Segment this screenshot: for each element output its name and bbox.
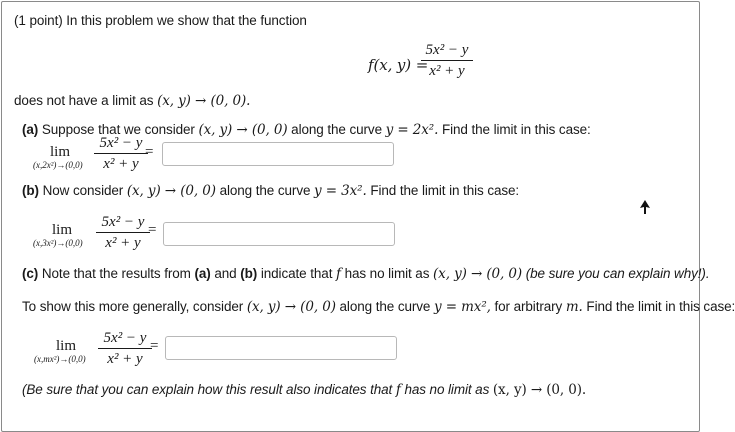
part-c-label: (c) xyxy=(22,266,39,281)
part-b-denominator: x² + y xyxy=(105,235,141,251)
part-b-text3: Find the limit in this case: xyxy=(370,183,520,198)
part-c-general xyxy=(22,299,735,315)
part-c-general3: for arbitrary xyxy=(494,299,563,314)
part-c-ref-a: (a) xyxy=(194,266,211,281)
part-a-label: (a) xyxy=(22,122,39,137)
footer-text1: (Be sure that you can explain how this result also indicates that xyxy=(22,382,393,397)
part-b-label: (b) xyxy=(22,183,39,198)
part-b-numerator: 5x² − y xyxy=(101,214,145,230)
part-c-general4: Find the limit in this case: xyxy=(586,299,735,314)
intro-approach: (x, y) → (0, 0). xyxy=(157,93,251,109)
function-denominator: x² + y xyxy=(429,63,465,79)
intro-line xyxy=(14,93,250,109)
part-c-f: f xyxy=(336,266,341,282)
footer-f: f xyxy=(395,382,401,398)
part-b-fraction xyxy=(96,213,150,252)
footer-note xyxy=(22,382,586,398)
part-c-fraction xyxy=(98,329,152,368)
part-c-numerator: 5x² − y xyxy=(103,330,147,346)
part-a-text1: Suppose that we consider xyxy=(41,122,195,137)
mouse-cursor-icon xyxy=(639,200,651,214)
part-b-text2: along the curve xyxy=(219,183,311,198)
part-c-answer-input[interactable] xyxy=(165,336,397,360)
part-c-general-approach: (x, y) → (0, 0) xyxy=(246,299,336,315)
part-c-text1: Note that the results from xyxy=(41,266,191,281)
part-c-ref-b: (b) xyxy=(240,266,258,281)
part-b-prompt xyxy=(22,183,519,199)
part-c-lim-sub: (x,mx²)→(0,0) xyxy=(34,354,86,364)
part-a-denominator: x² + y xyxy=(103,156,139,172)
function-numerator: 5x² − y xyxy=(425,42,469,58)
function-lhs: f(x, y) = xyxy=(368,56,429,74)
part-a-approach: (x, y) → (0, 0) xyxy=(198,122,288,138)
part-c-prompt xyxy=(22,266,709,282)
part-c-curve: y = mx², xyxy=(433,299,491,315)
part-c-m: m. xyxy=(565,299,583,315)
part-b-lim: lim xyxy=(52,222,73,238)
footer-approach: (x, y) → (0, 0). xyxy=(492,382,587,398)
part-a-text3: Find the limit in this case: xyxy=(441,122,591,137)
part-a-text2: along the curve xyxy=(291,122,382,137)
part-a-lim-sub: (x,2x²)→(0,0) xyxy=(33,160,83,170)
problem-header: (1 point) In this problem we show that the function xyxy=(14,13,307,28)
part-c-note: (be sure you can explain why!). xyxy=(525,266,710,281)
part-b-equals: = xyxy=(148,222,157,238)
part-c-equals: = xyxy=(150,338,159,354)
part-a-equals: = xyxy=(145,144,154,160)
part-a-curve: y = 2x². xyxy=(385,122,439,138)
footer-text2: has no limit as xyxy=(404,382,490,397)
part-c-text2: indicate that xyxy=(260,266,333,281)
part-c-and: and xyxy=(214,266,237,281)
part-c-general1: To show this more generally, consider xyxy=(22,299,244,314)
part-b-approach: (x, y) → (0, 0) xyxy=(126,183,216,199)
function-fraction xyxy=(421,41,473,80)
part-c-general2: along the curve xyxy=(339,299,431,314)
part-c-text3: has no limit as xyxy=(344,266,430,281)
part-a-answer-input[interactable] xyxy=(162,142,394,166)
part-a-lim: lim xyxy=(50,144,71,160)
part-b-text1: Now consider xyxy=(42,183,124,198)
part-b-answer-input[interactable] xyxy=(163,222,395,246)
part-c-lim: lim xyxy=(56,338,77,354)
part-b-curve: y = 3x². xyxy=(314,183,367,199)
part-a-fraction xyxy=(94,134,148,173)
intro-text: does not have a limit as xyxy=(14,93,154,108)
part-c-approach: (x, y) → (0, 0) xyxy=(433,266,523,282)
part-b-lim-sub: (x,3x²)→(0,0) xyxy=(33,238,83,248)
part-a-numerator: 5x² − y xyxy=(99,135,143,151)
part-c-denominator: x² + y xyxy=(107,351,143,367)
